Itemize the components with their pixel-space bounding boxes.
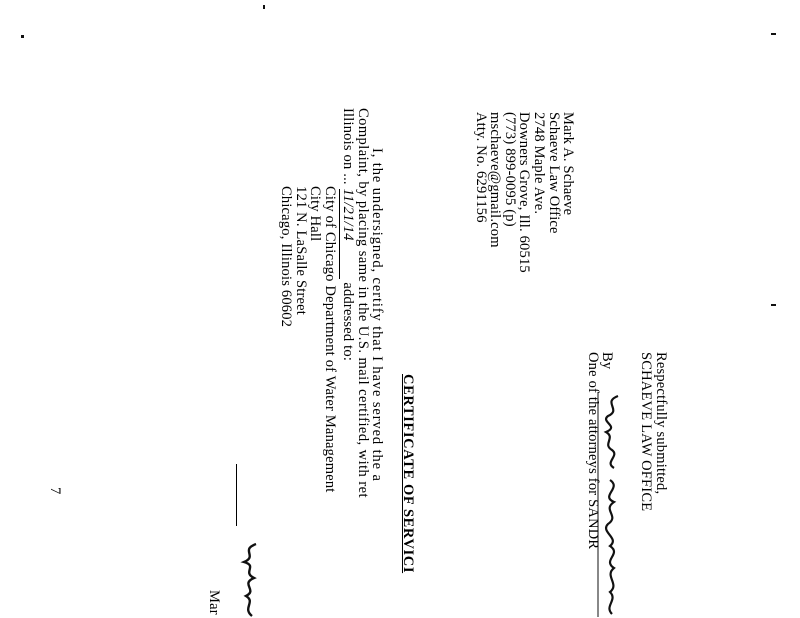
attorney-email: mschaeve@gmail.com xyxy=(487,112,503,248)
bottom-signature-image xyxy=(236,540,264,618)
certificate-date: 11/21/14 xyxy=(340,189,356,279)
scan-speck xyxy=(21,35,24,38)
signature-line xyxy=(236,464,237,526)
attorney-phone: (773) 899-0095 (p) xyxy=(502,112,518,227)
certificate-date-suffix: addressed to: xyxy=(340,282,356,362)
scan-speck xyxy=(263,5,265,9)
attorney-firm: Schaeve Law Office xyxy=(546,112,562,234)
addressee-line-3: 121 N. LaSalle Street xyxy=(293,186,309,316)
attorney-street: 2748 Maple Ave. xyxy=(531,112,547,215)
certificate-date-prefix: Illinois on xyxy=(340,108,356,170)
certificate-heading: CERTIFICATE OF SERVICI xyxy=(400,374,416,574)
by-label: By xyxy=(599,352,615,370)
scan-speck xyxy=(771,304,776,306)
attorney-city: Downers Grove, Ill. 60515 xyxy=(516,112,532,273)
addressee-line-1: City of Chicago Department of Water Management xyxy=(322,186,338,493)
closing-text: Respectfully submitted, xyxy=(653,352,669,495)
firm-name: SCHAEVE LAW OFFICE xyxy=(638,352,654,512)
page-number: 7 xyxy=(47,487,63,495)
addressee-line-4: Chicago, Illinois 60602 xyxy=(278,186,294,328)
addressee-line-2: City Hall xyxy=(307,186,323,242)
role-line: One of the attorneys for SANDR xyxy=(585,352,601,550)
certificate-line-1: I, the undersigned, certify that I have served the a xyxy=(369,148,385,482)
certificate-line-3: Illinois on ... 11/21/14 addressed to: xyxy=(340,108,356,362)
certificate-line-2: Complaint, by placing same in the U.S. mail certified, with ret xyxy=(355,108,371,498)
bottom-name-cutoff: Mar xyxy=(206,590,222,615)
attorney-name: Mark A. Schaeve xyxy=(560,112,576,216)
scan-speck xyxy=(771,33,776,35)
attorney-number: Atty. No. 6291156 xyxy=(473,112,489,223)
